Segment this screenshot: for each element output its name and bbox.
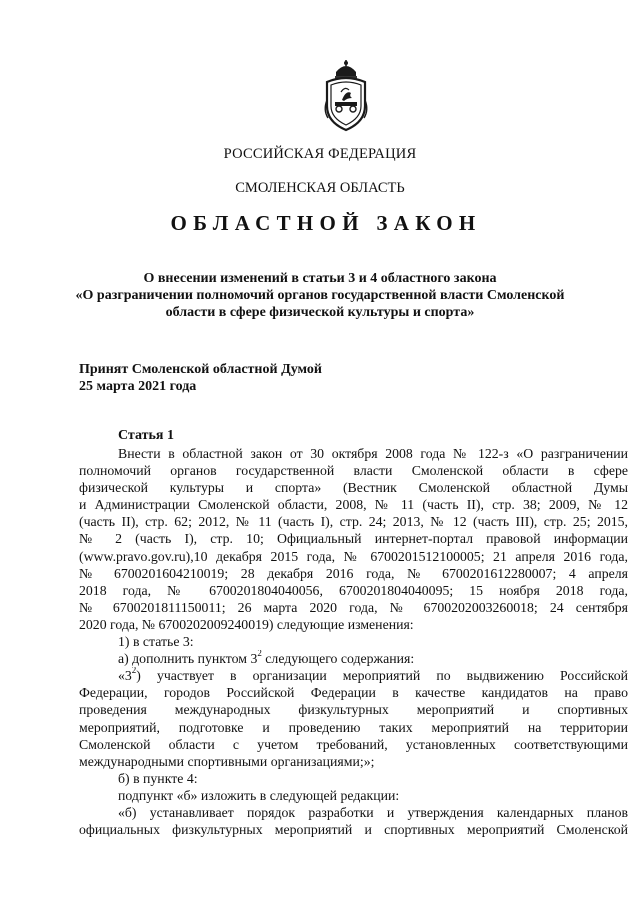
body-line: Смоленской области с учетом требований, установленных соответствующими: [79, 736, 628, 752]
body-line: № 2 (часть I), стр. 10; Официальный интернет-портал правовой информации: [79, 531, 628, 547]
coat-of-arms-icon: [322, 60, 370, 132]
body-line: проведения международных физкультурных мероприятий и спортивных: [79, 702, 628, 718]
body-line: (www.pravo.gov.ru),10 декабря 2015 года, № 6700201512100005; 21 апреля 2016 года,: [79, 548, 628, 564]
adopted-by: Принят Смоленской областной Думой: [79, 362, 322, 377]
body-line: б) в пункте 4:: [118, 770, 198, 786]
body-line: «б) устанавливает порядок разработки и утверждения календарных планов: [118, 804, 628, 820]
body-line: официальных физкультурных мероприятий и спортивных мероприятий Смоленской: [79, 822, 628, 838]
body-line: международными спортивными организациями;»;: [79, 753, 375, 769]
body-line: 2020 года, № 6700202009240019) следующие изменения:: [79, 616, 414, 632]
subject-line: О внесении изменений в статьи 3 и 4 областного закона: [143, 271, 497, 286]
body-line: «$3^2$) участвует в организации мероприятий по выдвижению Российской: [118, 667, 628, 684]
region-name: СМОЛЕНСКАЯ ОБЛАСТЬ: [235, 180, 405, 196]
body-line: физической культуры и спорта» (Вестник Смоленской областной Думы: [79, 480, 628, 496]
law-subject: [0, 270, 640, 321]
body-line: 1) в статье 3:: [118, 634, 194, 650]
body-line: 2018 года, № 6700201804040056, 6700201804040095; 15 ноября 2018 года,: [79, 582, 628, 598]
body-line: и Администрации Смоленской области, 2008, № 11 (часть II), стр. 38; 2009, № 12: [79, 497, 628, 513]
body-line: полномочий органов государственной власти Смоленской области в сфере: [79, 463, 628, 479]
body-line: Федерации, городов Российской Федерации в качестве кандидатов на право: [79, 685, 628, 701]
subject-line: «О разграничении полномочий органов государственной власти Смоленской: [75, 288, 565, 303]
adoption-info: [79, 361, 322, 395]
body-line: № 6700201604210019; 28 декабря 2016 года, № 6700201612280007; 4 апреля: [79, 565, 628, 581]
subject-line: области в сфере физической культуры и спорта»: [165, 305, 475, 320]
article-body: [79, 445, 628, 838]
body-line: (часть II), стр. 62; 2012, № 11 (часть I), стр. 24; 2013, № 12 (часть III), стр. 25; 2015,: [79, 514, 628, 530]
body-line: подпункт «б» изложить в следующей редакции:: [118, 787, 400, 803]
document-type-title: ОБЛАСТНОЙ ЗАКОН: [170, 211, 482, 235]
body-line: а) дополнить пунктом $3^2$ следующего содержания:: [118, 650, 415, 667]
body-line: № 6700201811150011; 26 марта 2020 года, № 6700202003260018; 24 сентября: [79, 599, 628, 615]
adopted-date: 25 марта 2021 года: [79, 379, 197, 394]
body-line: Внести в областной закон от 30 октября 2008 года № 122-з «О разграничении: [118, 446, 628, 461]
body-line: мероприятий, подготовке и проведению таких мероприятий на территории: [79, 719, 628, 735]
country-name: РОССИЙСКАЯ ФЕДЕРАЦИЯ: [223, 146, 417, 162]
article-heading: Статья 1: [118, 428, 174, 443]
